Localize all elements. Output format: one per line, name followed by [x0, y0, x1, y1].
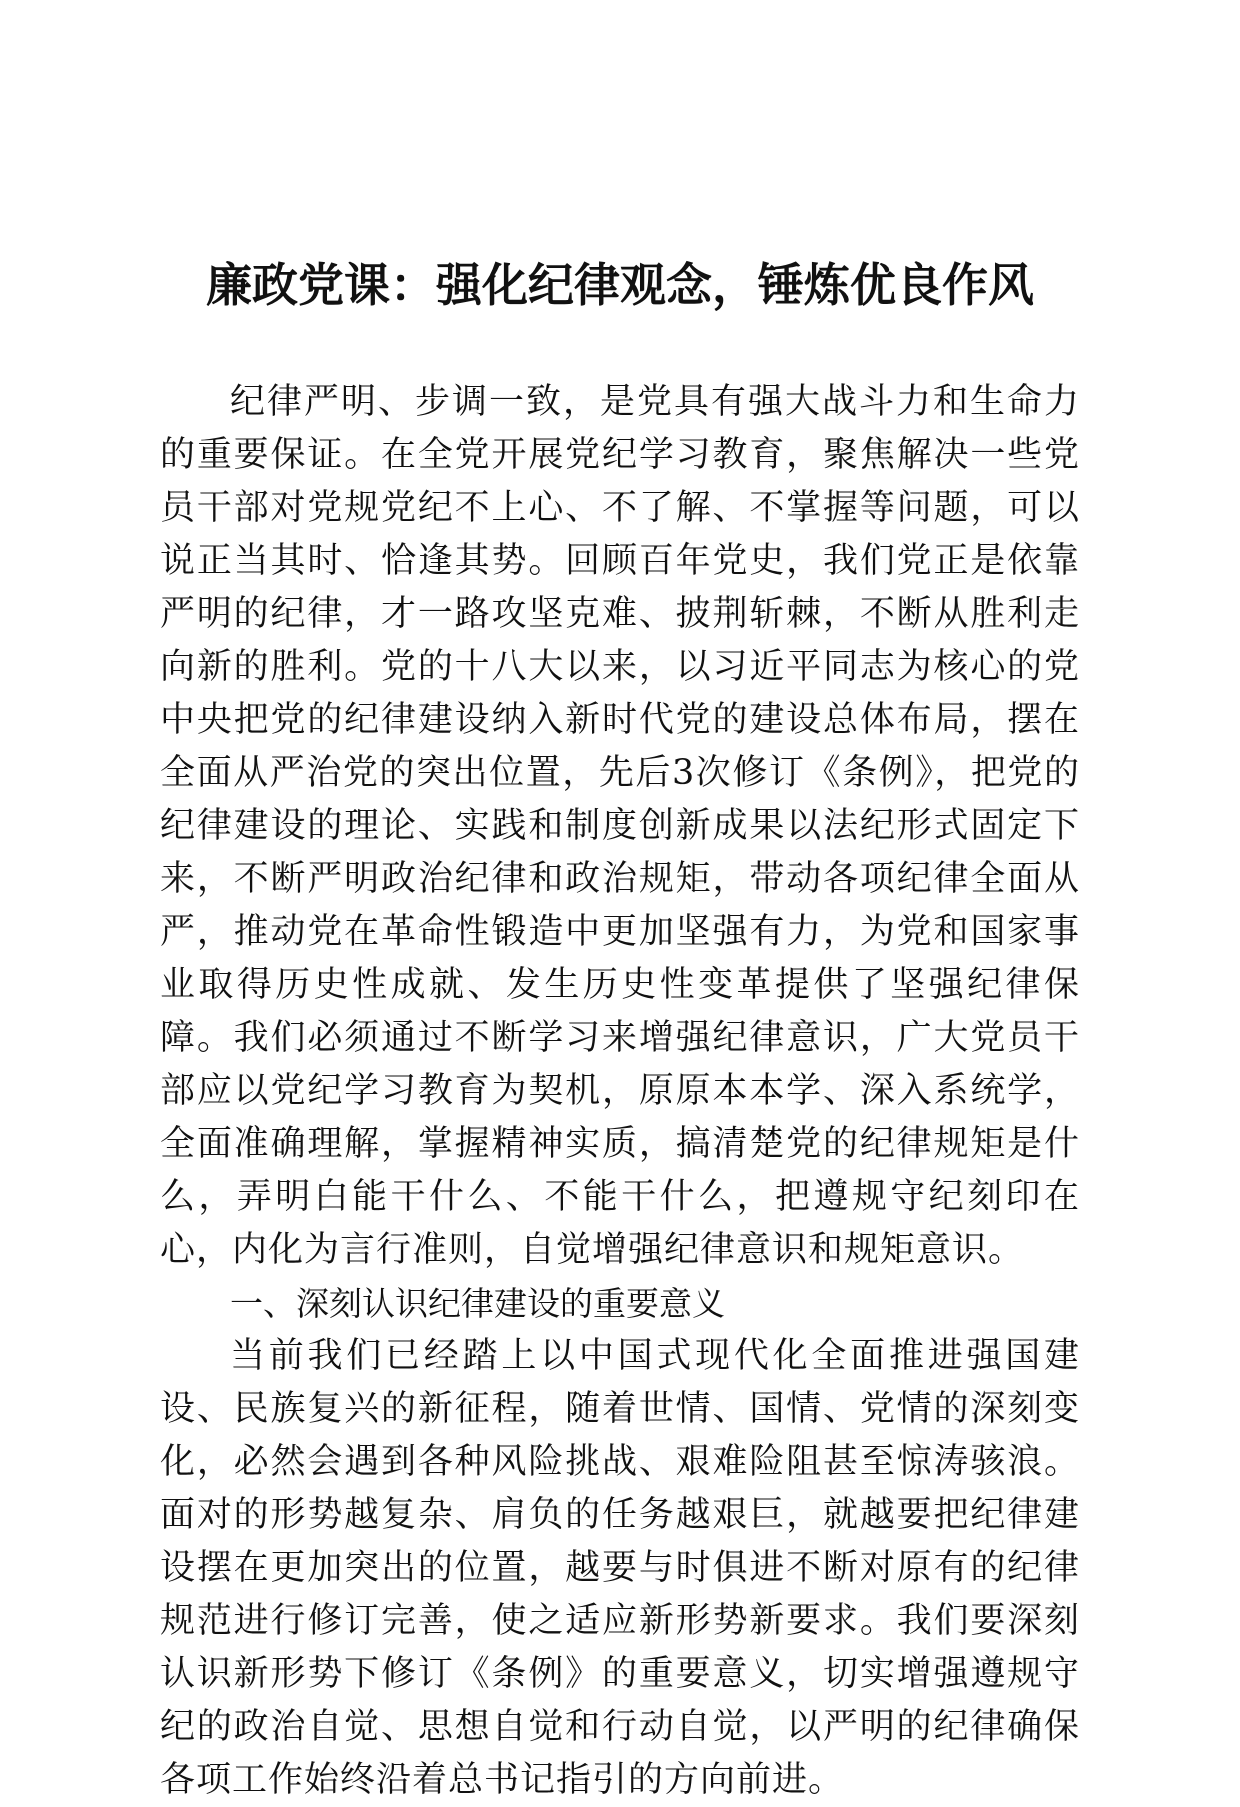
paragraph-section-1: 当前我们已经踏上以中国式现代化全面推进强国建设、民族复兴的新征程，随着世情、国情、党情的深刻变化，必然会遇到各种风险挑战、艰难险阻甚至惊涛骇浪。面对的形势越复杂、肩负的任务越艰巨，就越要把纪律建设摆在更加突出的位置，越要与时俱进不断对原有的纪律规范进行修订完善，使之适应新形势新要求。我们要深刻认识新形势下修订《条例》的重要意义，切实增强遵规守纪的政治自觉、思想自觉和行动自觉，以严明的纪律确保各项工作始终沿着总书记指引的方向前进。: [160, 1336, 1080, 1800]
paragraph-intro: 纪律严明、步调一致，是党具有强大战斗力和生命力的重要保证。在全党开展党纪学习教育，聚焦解决一些党员干部对党规党纪不上心、不了解、不掌握等问题，可以说正当其时、恰逢其势。回顾百年党史，我们党正是依靠严明的纪律，才一路攻坚克难、披荆斩棘，不断从胜利走向新的胜利。党的十八大以来，以习近平同志为核心的党中央把党的纪律建设纳入新时代党的建设总体布局，摆在全面从严治党的突出位置，先后3次修订《条例》，把党的纪律建设的理论、实践和制度创新成果以法纪形式固定下来，不断严明政治纪律和政治规矩，带动各项纪律全面从严，推动党在革命性锻造中更加坚强有力，为党和国家事业取得历史性成就、发生历史性变革提供了坚强纪律保障。我们必须通过不断学习来增强纪律意识，广大党员干部应以党纪学习教育为契机，原原本本学、深入系统学，全面准确理解，掌握精神实质，搞清楚党的纪律规矩是什么，弄明白能干什么、不能干什么，把遵规守纪刻印在心，内化为言行准则，自觉增强纪律意识和规矩意识。: [160, 382, 1080, 1270]
section-heading-1: 一、深刻认识纪律建设的重要意义: [230, 1284, 725, 1323]
document-body: [160, 376, 1080, 1807]
document-title: 廉政党课：强化纪律观念，锤炼优良作风: [206, 258, 1034, 312]
